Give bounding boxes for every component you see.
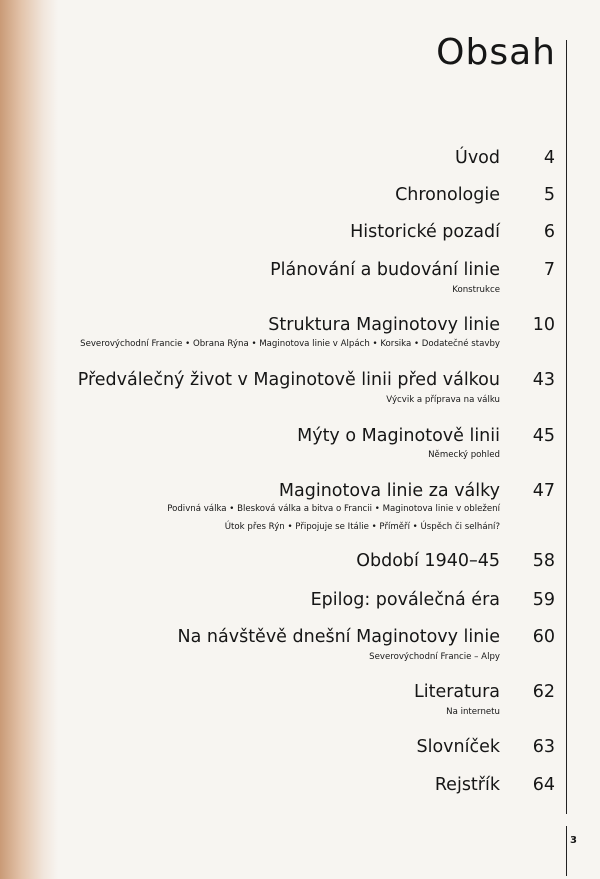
toc-entry-title: Období 1940–45 (356, 551, 500, 571)
toc-entry-title: Slovníček (416, 737, 500, 757)
toc-entry-page: 43 (532, 370, 555, 390)
toc-entry-page: 63 (532, 737, 555, 757)
page-title: Obsah (436, 32, 556, 73)
toc-entry-page: 64 (532, 775, 555, 795)
toc-entry-title: Rejstřík (434, 775, 500, 795)
vertical-rule-bottom (566, 826, 567, 876)
toc-entry-subtopics: Konstrukce (452, 285, 500, 295)
toc-entry-title: Plánování a budování linie (270, 260, 500, 280)
toc-entry-title: Na návštěvě dnešní Maginotovy linie (177, 627, 500, 647)
toc-entry-title: Maginotova linie za války (278, 481, 500, 501)
toc-entry-subtopics: Útok přes Rýn • Připojuje se Itálie • Příměří • Úspěch či selhání? (224, 522, 500, 532)
toc-entry-page: 45 (532, 426, 555, 446)
toc-entry-title: Epilog: poválečná éra (310, 590, 500, 610)
toc-entry-title: Literatura (413, 682, 500, 702)
toc-entry-page: 10 (532, 315, 555, 335)
toc-entry-page: 58 (532, 551, 555, 571)
toc-entry-subtopics: Německý pohled (428, 450, 500, 460)
toc-entry-page: 4 (543, 148, 555, 168)
toc-entry-page: 6 (543, 222, 555, 242)
toc-entry-title: Struktura Maginotovy linie (268, 315, 500, 335)
toc-entry-page: 47 (532, 481, 555, 501)
toc-entry-title: Mýty o Maginotově linii (297, 426, 500, 446)
toc-entry-page: 60 (532, 627, 555, 647)
toc-entry-page: 62 (532, 682, 555, 702)
toc-entry-title: Úvod (455, 148, 500, 168)
toc-entry-subtopics: Podivná válka • Blesková válka a bitva o Francii • Maginotova linie v obležení (167, 504, 500, 514)
vertical-rule (566, 40, 567, 814)
toc-entry-subtopics: Severovýchodní Francie – Alpy (369, 652, 500, 662)
toc-entry-title: Chronologie (395, 185, 500, 205)
toc-entry-subtopics: Severovýchodní Francie • Obrana Rýna • Maginotova linie v Alpách • Korsika • Dodatečné stavby (80, 339, 500, 349)
toc-entry-page: 59 (532, 590, 555, 610)
book-spine-shadow (0, 0, 58, 879)
toc-entry-subtopics: Na internetu (446, 707, 500, 717)
toc-entry-page: 5 (543, 185, 555, 205)
toc-entry-page: 7 (543, 260, 555, 280)
toc-entry-subtopics: Výcvik a příprava na válku (386, 395, 500, 405)
toc-entry-title: Historické pozadí (350, 222, 500, 242)
page-number: 3 (570, 835, 577, 846)
toc-entry-title: Předválečný život v Maginotově linii před válkou (77, 370, 500, 390)
